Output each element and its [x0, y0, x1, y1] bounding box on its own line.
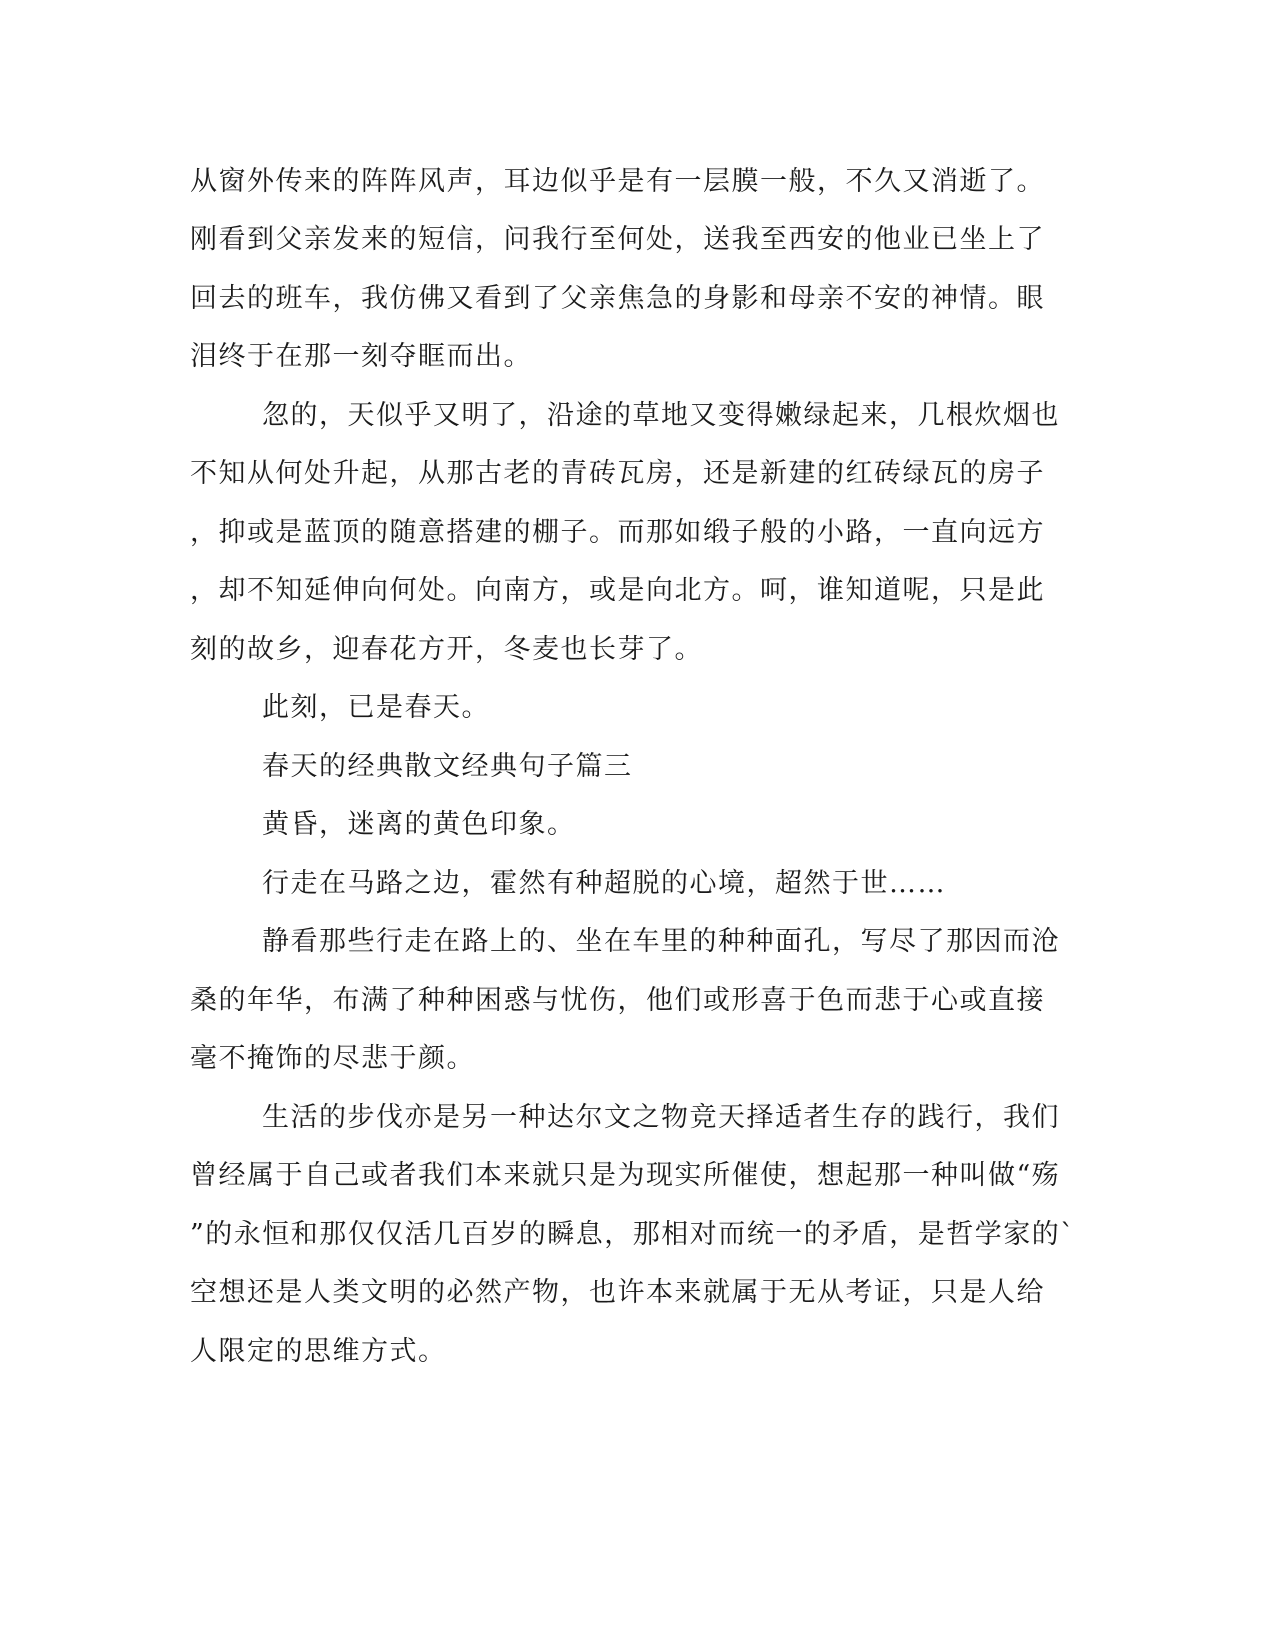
text-line: 人限定的思维方式。 — [190, 1336, 447, 1367]
text-line: 曾经属于自己或者我们本来就只是为现实所催使，想起那一种叫做“殇 — [190, 1160, 1061, 1191]
text-line: 桑的年华，布满了种种困惑与忧伤，他们或形喜于色而悲于心或直接 — [190, 985, 1045, 1016]
text-line: 泪终于在那一刻夺眶而出。 — [190, 341, 532, 372]
text-line: 空想还是人类文明的必然产物，也许本来就属于无从考证，只是人给 — [190, 1277, 1045, 1308]
paragraph-first-line: 此刻，已是春天。 — [262, 692, 490, 723]
paragraph-first-line: 黄昏，迷离的黄色印象。 — [262, 809, 576, 840]
text-line: 不知从何处升起，从那古老的青砖瓦房，还是新建的红砖绿瓦的房子 — [190, 458, 1045, 489]
text-line: ，却不知延伸向何处。向南方，或是向北方。呵，谁知道呢，只是此 — [190, 575, 1045, 606]
text-line: 刚看到父亲发来的短信，问我行至何处，送我至西安的他业已坐上了 — [190, 224, 1045, 255]
text-line: ”的永恒和那仅仅活几百岁的瞬息，那相对而统一的矛盾，是哲学家的` — [190, 1219, 1076, 1250]
text-line: ，抑或是蓝顶的随意搭建的棚子。而那如缎子般的小路，一直向远方 — [190, 517, 1045, 548]
text-line: 刻的故乡，迎春花方开，冬麦也长芽了。 — [190, 634, 703, 665]
paragraph-first-line: 静看那些行走在路上的、坐在车里的种种面孔，写尽了那因而沧 — [262, 926, 1060, 957]
paragraph-first-line: 行走在马路之边，霍然有种超脱的心境，超然于世…… — [262, 868, 946, 899]
text-line: 从窗外传来的阵阵风声，耳边似乎是有一层膜一般，不久又消逝了。 — [190, 166, 1045, 197]
text-line: 毫不掩饰的尽悲于颜。 — [190, 1043, 475, 1074]
text-line: 回去的班车，我仿佛又看到了父亲焦急的身影和母亲不安的神情。眼 — [190, 283, 1045, 314]
paragraph-first-line: 生活的步伐亦是另一种达尔文之物竞天择适者生存的践行，我们 — [262, 1102, 1060, 1133]
paragraph-first-line: 忽的，天似乎又明了，沿途的草地又变得嫩绿起来，几根炊烟也 — [262, 400, 1060, 431]
section-heading: 春天的经典散文经典句子篇三 — [262, 751, 633, 782]
